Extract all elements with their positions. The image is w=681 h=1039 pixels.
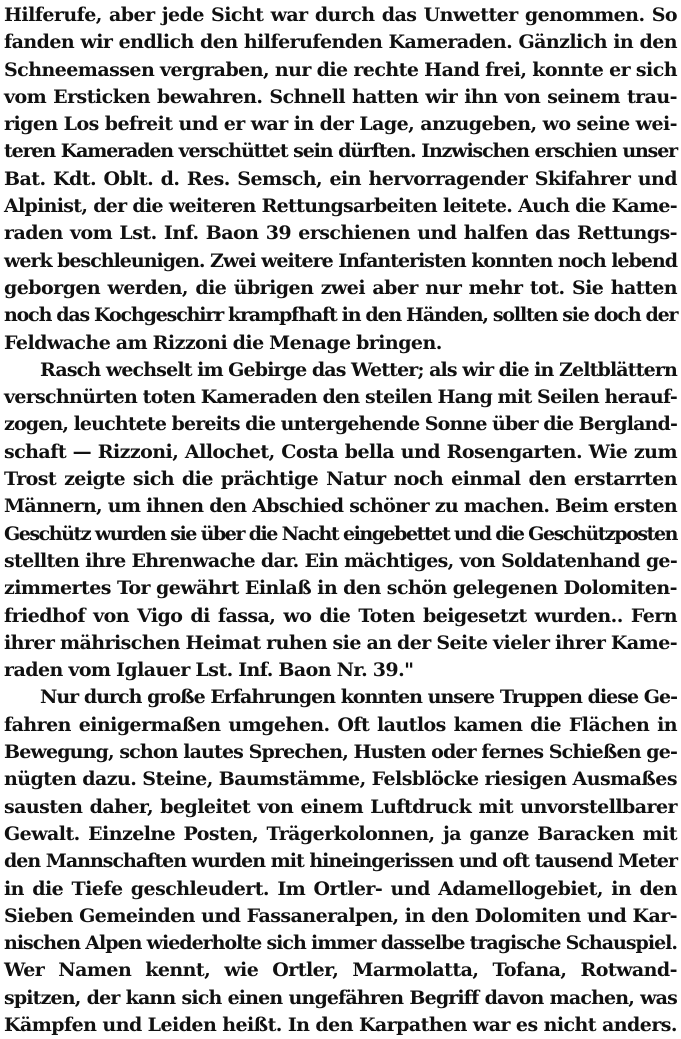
text-line: rigen Los befreit und er war in der Lage, anzugeben, wo seine wei- <box>4 113 677 136</box>
text-line: verschnürten toten Kameraden den steilen Hang mit Seilen herauf- <box>4 386 677 409</box>
text-line: sausten daher, begleitet von einem Luftdruck mit unvorstellbarer <box>4 795 677 818</box>
text-line: nischen Alpen wiederholte sich immer dasselbe tragische Schauspiel. <box>4 932 677 955</box>
text-line: raden vom Lst. Inf. Baon 39 erschienen und halfen das Rettungs- <box>4 222 677 245</box>
text-line: spitzen, der kann sich einen ungefähren Begriff davon machen, was <box>4 986 677 1009</box>
text-line: Geschütz wurden sie über die Nacht eingebettet und die Geschützposten <box>4 522 677 545</box>
text-line: noch das Kochgeschirr krampfhaft in den Händen, sollten sie doch der <box>4 304 678 327</box>
text-line: in die Tiefe geschleudert. Im Ortler- und Adamellogebiet, in den <box>4 877 677 900</box>
text-line: ihrer mährischen Heimat ruhen sie an der Seite vieler ihrer Kame- <box>4 631 678 654</box>
text-line: Sieben Gemeinden und Fassaneralpen, in den Dolomiten und Kar- <box>4 904 677 927</box>
text-line: Feldwache am Rizzoni die Menage bringen. <box>4 331 442 354</box>
text-line: teren Kameraden verschüttet sein dürften. Inzwischen erschien unser <box>4 140 677 163</box>
text-line: geborgen werden, die übrigen zwei aber nur mehr tot. Sie hatten <box>4 276 677 299</box>
text-line: Schneemassen vergraben, nur die rechte Hand frei, konnte er sich <box>4 58 677 81</box>
text-line: vom Ersticken bewahren. Schnell hatten wir ihn von seinem trau- <box>4 85 677 108</box>
text-line: friedhof von Vigo di fassa, wo die Toten beigesetzt wurden.. Fern <box>4 604 677 627</box>
text-line: Hilferufe, aber jede Sicht war durch das Unwetter genommen. So <box>4 4 677 26</box>
text-line: Alpinist, der die weiteren Rettungsarbeiten leitete. Auch die Kame- <box>4 195 677 218</box>
text-line: stellten ihre Ehrenwache dar. Ein mächtiges, von Soldatenhand ge- <box>4 549 677 572</box>
text-line: werk beschleunigen. Zwei weitere Infanteristen konnten noch lebend <box>4 249 677 272</box>
text-line: fahren einigermaßen umgehen. Oft lautlos kamen die Flächen in <box>4 713 677 736</box>
text-line: nügten dazu. Steine, Baumstämme, Felsblöcke riesigen Ausmaßes <box>4 768 677 791</box>
text-line: Trost zeigte sich die prächtige Natur noch einmal den erstarrten <box>4 468 677 491</box>
text-line: Nur durch große Erfahrungen konnten unsere Truppen diese Ge- <box>40 686 677 709</box>
text-line: Bewegung, schon lautes Sprechen, Husten oder fernes Schießen ge- <box>4 741 677 764</box>
text-line: Rasch wechselt im Gebirge das Wetter; als wir die in Zeltblättern <box>40 358 677 381</box>
text-line: Kämpfen und Leiden heißt. In den Karpathen war es nicht anders. <box>4 1013 677 1036</box>
text-line: raden vom Iglauer Lst. Inf. Baon Nr. 39." <box>4 659 414 682</box>
text-line: Wer Namen kennt, wie Ortler, Marmolatta, Tofana, Rotwand- <box>4 959 677 982</box>
paragraph-3 <box>4 684 677 1039</box>
book-page <box>4 2 678 1036</box>
paragraph-2 <box>4 357 677 685</box>
text-line: Männern, um ihnen den Abschied schöner zu machen. Beim ersten <box>4 495 677 518</box>
text-line: zogen, leuchtete bereits die untergehende Sonne über die Bergland- <box>4 413 677 436</box>
text-line: zimmertes Tor gewährt Einlaß in den schön gelegenen Dolomiten- <box>4 577 677 600</box>
text-line: schaft — Rizzoni, Allochet, Costa bella und Rosengarten. Wie zum <box>4 440 677 463</box>
text-line: fanden wir endlich den hilferufenden Kameraden. Gänzlich in den <box>4 31 677 54</box>
text-line: Bat. Kdt. Oblt. d. Res. Semsch, ein hervorragender Skifahrer und <box>4 167 677 190</box>
text-line: den Mannschaften wurden mit hineingerissen und oft tausend Meter <box>4 850 677 873</box>
text-line: Gewalt. Einzelne Posten, Trägerkolonnen, ja ganze Baracken mit <box>4 822 677 845</box>
paragraph-1 <box>4 2 677 357</box>
